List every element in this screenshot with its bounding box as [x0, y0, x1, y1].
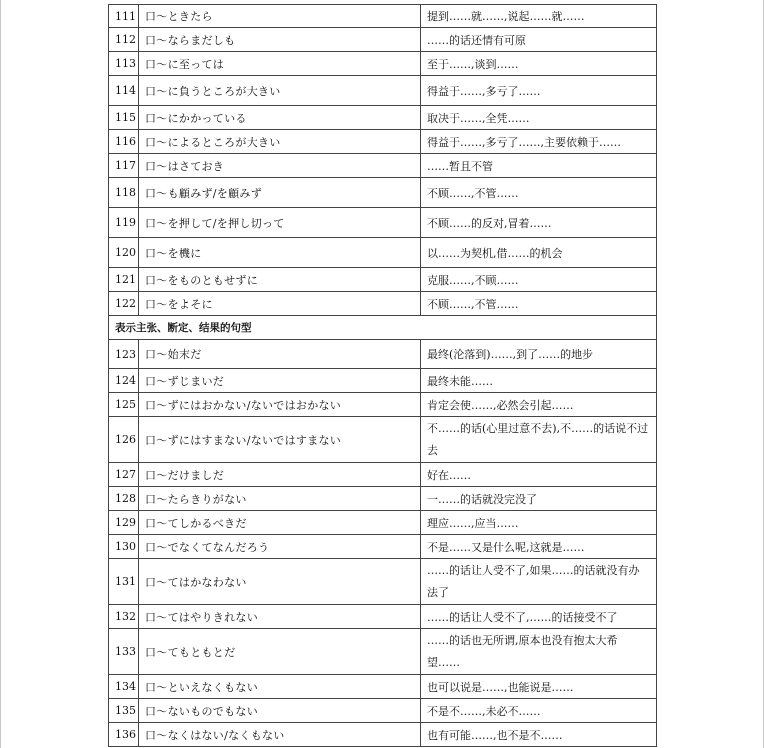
table-row	[109, 292, 657, 316]
row-number: 125	[109, 393, 139, 417]
grammar-pattern: 口～ないものでもない	[139, 699, 421, 723]
meaning: 不顾……,不管……	[421, 178, 657, 208]
row-number: 122	[109, 292, 139, 316]
table-row	[109, 699, 657, 723]
grammar-pattern: 口～といえなくもない	[139, 675, 421, 699]
meaning: ……的话也无所谓,原本也没有抱太大希望……	[421, 629, 657, 675]
grammar-pattern: 口～ときたら	[139, 5, 421, 28]
table-row	[109, 52, 657, 76]
grammar-pattern: 口～を機に	[139, 238, 421, 268]
grammar-pattern: 口～てしかるべきだ	[139, 511, 421, 535]
table-row	[109, 487, 657, 511]
meaning: 不是……又是什么呢,这就是……	[421, 535, 657, 559]
table-row	[109, 5, 657, 28]
grammar-pattern: 口～ずにはおかない/ないではおかない	[139, 393, 421, 417]
meaning: 以……为契机,借……的机会	[421, 238, 657, 268]
row-number: 134	[109, 675, 139, 699]
row-number: 113	[109, 52, 139, 76]
meaning: 得益于……,多亏了……	[421, 76, 657, 106]
grammar-pattern: 口～をものともせずに	[139, 268, 421, 292]
row-number: 118	[109, 178, 139, 208]
row-number: 126	[109, 417, 139, 463]
meaning: 取决于……,全凭……	[421, 106, 657, 130]
meaning: 一……的话就没完没了	[421, 487, 657, 511]
row-number: 127	[109, 463, 139, 487]
table-row	[109, 178, 657, 208]
grammar-pattern: 口～も顧みず/を顧みず	[139, 178, 421, 208]
row-number: 130	[109, 535, 139, 559]
row-number: 124	[109, 369, 139, 393]
meaning: ……暂且不管	[421, 154, 657, 178]
table-row	[109, 629, 657, 675]
table-row	[109, 28, 657, 52]
row-number: 133	[109, 629, 139, 675]
meaning: 肯定会使……,必然会引起……	[421, 393, 657, 417]
row-number: 116	[109, 130, 139, 154]
table-row	[109, 675, 657, 699]
grammar-pattern: 口～をよそに	[139, 292, 421, 316]
row-number: 117	[109, 154, 139, 178]
table-row	[109, 393, 657, 417]
meaning: ……的话还情有可原	[421, 28, 657, 52]
row-number: 112	[109, 28, 139, 52]
row-number: 128	[109, 487, 139, 511]
meaning: 不顾……的反对,冒着……	[421, 208, 657, 238]
table-row	[109, 76, 657, 106]
row-number: 120	[109, 238, 139, 268]
table-row	[109, 208, 657, 238]
row-number: 121	[109, 268, 139, 292]
meaning: 最终(沦落到)……,到了……的地步	[421, 340, 657, 369]
meaning: 最终未能……	[421, 369, 657, 393]
grammar-table	[108, 4, 657, 747]
grammar-pattern: 口～に負うところが大きい	[139, 76, 421, 106]
meaning: ……的话让人受不了,如果……的话就没有办法了	[421, 559, 657, 605]
row-number: 131	[109, 559, 139, 605]
grammar-pattern: 口～を押して/を押し切って	[139, 208, 421, 238]
grammar-pattern: 口～でなくてなんだろう	[139, 535, 421, 559]
table-row	[109, 463, 657, 487]
row-number: 114	[109, 76, 139, 106]
grammar-pattern: 口～てもともとだ	[139, 629, 421, 675]
grammar-pattern: 口～たらきりがない	[139, 487, 421, 511]
table-row	[109, 559, 657, 605]
section-heading: 表示主张、断定、结果的句型	[109, 316, 657, 340]
meaning: 克服……,不顾……	[421, 268, 657, 292]
table-row	[109, 723, 657, 747]
grammar-pattern: 口～によるところが大きい	[139, 130, 421, 154]
page-edge-left	[0, 0, 1, 748]
table-row	[109, 238, 657, 268]
grammar-pattern: 口～ならまだしも	[139, 28, 421, 52]
grammar-pattern: 口～はさておき	[139, 154, 421, 178]
row-number: 119	[109, 208, 139, 238]
row-number: 136	[109, 723, 139, 747]
meaning: 好在……	[421, 463, 657, 487]
table-row	[109, 605, 657, 629]
grammar-pattern: 口～にかかっている	[139, 106, 421, 130]
meaning: 得益于……,多亏了……,主要依赖于……	[421, 130, 657, 154]
grammar-pattern: 口～に至っては	[139, 52, 421, 76]
table-row	[109, 268, 657, 292]
table-row	[109, 535, 657, 559]
grammar-pattern: 口～ずじまいだ	[139, 369, 421, 393]
grammar-pattern: 口～てはかなわない	[139, 559, 421, 605]
grammar-pattern: 口～てはやりきれない	[139, 605, 421, 629]
grammar-pattern: 口～だけましだ	[139, 463, 421, 487]
meaning: 不……的话(心里过意不去),不……的话说不过去	[421, 417, 657, 463]
meaning: 理应……,应当……	[421, 511, 657, 535]
row-number: 123	[109, 340, 139, 369]
row-number: 132	[109, 605, 139, 629]
row-number: 129	[109, 511, 139, 535]
table-row	[109, 106, 657, 130]
table-row	[109, 130, 657, 154]
table-row	[109, 511, 657, 535]
table-row	[109, 154, 657, 178]
table-row	[109, 417, 657, 463]
meaning: 也有可能……,也不是不……	[421, 723, 657, 747]
meaning: 提到……就……,说起……就……	[421, 5, 657, 28]
row-number: 135	[109, 699, 139, 723]
grammar-pattern: 口～ずにはすまない/ないではすまない	[139, 417, 421, 463]
table-row	[109, 369, 657, 393]
grammar-pattern: 口～始末だ	[139, 340, 421, 369]
table-row	[109, 340, 657, 369]
grammar-pattern: 口～なくはない/なくもない	[139, 723, 421, 747]
meaning: 也可以说是……,也能说是……	[421, 675, 657, 699]
meaning: 不是不……,未必不……	[421, 699, 657, 723]
meaning: 至于……,谈到……	[421, 52, 657, 76]
meaning: ……的话让人受不了,……的话接受不了	[421, 605, 657, 629]
section-row	[109, 316, 657, 340]
row-number: 115	[109, 106, 139, 130]
meaning: 不顾……,不管……	[421, 292, 657, 316]
row-number: 111	[109, 5, 139, 28]
